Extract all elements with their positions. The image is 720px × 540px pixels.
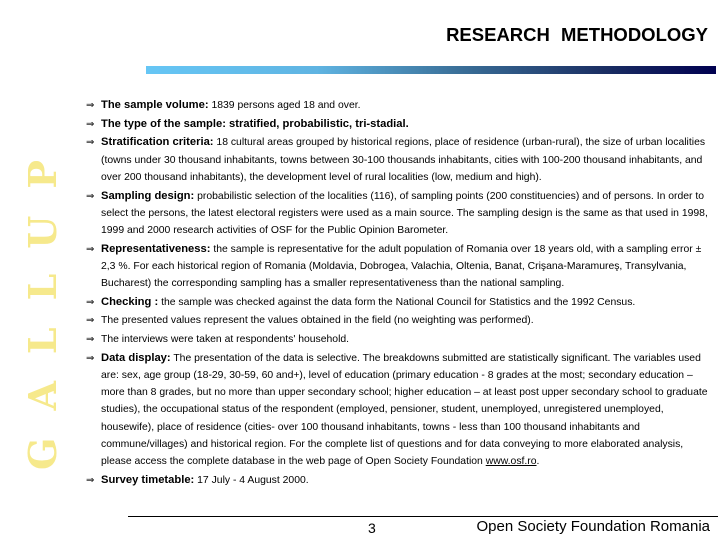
double-arrow-icon: ⇒ bbox=[86, 137, 95, 149]
methodology-list bbox=[86, 97, 710, 489]
list-item-representativeness bbox=[86, 241, 710, 293]
item-label: Data display: bbox=[101, 351, 171, 364]
item-text-end: . bbox=[536, 456, 540, 468]
item-text: 18 cultural areas grouped by historical regions, place of residence (urban-rural), the size of urban localities (towns under 30 thousand inhabitants, towns between 30-100 thousands inhabitants, cities with 100-200 thousand inhabitants, and over 200 thousand inhabitants), the development level of rural localities (low, medium and high). bbox=[101, 137, 706, 183]
double-arrow-icon: ⇒ bbox=[86, 334, 95, 346]
item-label: Representativeness: bbox=[101, 242, 211, 255]
item-label: Survey timetable: bbox=[101, 473, 195, 486]
item-label: Checking : bbox=[101, 295, 159, 308]
item-text: The interviews were taken at respondents' household. bbox=[101, 334, 350, 346]
double-arrow-icon: ⇒ bbox=[86, 315, 95, 327]
list-item-stratification bbox=[86, 134, 710, 186]
item-label: Stratification criteria: bbox=[101, 136, 214, 149]
item-label: The sample volume: bbox=[101, 99, 209, 111]
gallup-logo-text: GALLUP bbox=[20, 132, 65, 470]
item-text: 17 July - 4 August 2000. bbox=[194, 474, 309, 486]
footer-organization: Open Society Foundation Romania bbox=[476, 518, 710, 535]
double-arrow-icon: ⇒ bbox=[86, 118, 95, 130]
list-item-sampling-design bbox=[86, 188, 710, 240]
list-item-checking bbox=[86, 294, 710, 311]
list-item-sample-type bbox=[86, 116, 710, 133]
list-item-data-display bbox=[86, 350, 710, 470]
item-text: the sample is representative for the adult population of Romania over 18 years old, with a sampling error ± 2,3 %. For each historical region of Romania (Moldavia, Dobrogea, Valachia, Oltenia, Banat, Crişana-Maramureş, Transylvania, Bucharest) the corresponding sampling has a smaller representativeness than the national sampling. bbox=[101, 243, 702, 290]
double-arrow-icon: ⇒ bbox=[86, 296, 95, 308]
item-text: The presented values represent the values obtained in the field (no weighting was performed). bbox=[101, 315, 534, 327]
double-arrow-icon: ⇒ bbox=[86, 243, 95, 255]
item-label: Sampling design: bbox=[101, 189, 195, 202]
item-text: the sample was checked against the data form the National Council for Statistics and the 1992 Census. bbox=[158, 296, 636, 308]
double-arrow-icon: ⇒ bbox=[86, 352, 95, 364]
list-item-survey-timetable bbox=[86, 472, 710, 489]
double-arrow-icon: ⇒ bbox=[86, 474, 95, 486]
item-text: 1839 persons aged 18 and over. bbox=[208, 100, 361, 111]
page-title: RESEARCH METHODOLOGY bbox=[446, 24, 708, 45]
list-item-interviews bbox=[86, 331, 710, 348]
footer-divider bbox=[128, 516, 718, 517]
double-arrow-icon: ⇒ bbox=[86, 190, 95, 202]
list-item-sample-volume bbox=[86, 97, 710, 114]
page-number: 3 bbox=[368, 520, 376, 536]
osf-website-link[interactable]: www.osf.ro bbox=[485, 456, 537, 468]
item-label: The type of the sample: stratified, probabilistic, tri-stadial. bbox=[101, 117, 409, 130]
item-text: probabilistic selection of the localities (116), of sampling points (200 constituencies) and of persons. In order to select the persons, the latest electoral registers were used as a main source. The sampling design is the same as that used in 1998, 1999 and 2000 research activities of OSF for the Public Opinion Barometer. bbox=[101, 190, 708, 236]
title-gradient-bar bbox=[146, 66, 716, 74]
list-item-weighting bbox=[86, 312, 710, 329]
double-arrow-icon: ⇒ bbox=[86, 100, 95, 111]
item-text: The presentation of the data is selective. The breakdowns submitted are statistically significant. The variables used are: sex, age group (18-29, 30-59, 60 and+), level of education (primary education - 8 grades at the most; secondary education – more than 8 grades, but no more than upper secondary school; higher education – at least post upper secondary school to graduate studies), the occupational status of the respondent (employed, pensioner, student, unemployed, unregistered unemployed, housewife), place of residence (cities- over 100 thousand inhabitants, towns - less than 100 thousand inhabitants and commune/villages) and historical region. For the complete list of questions and for data conveying to more elaborated analysis, please access the complete database in the web page of Open Society Foundation bbox=[101, 352, 708, 468]
